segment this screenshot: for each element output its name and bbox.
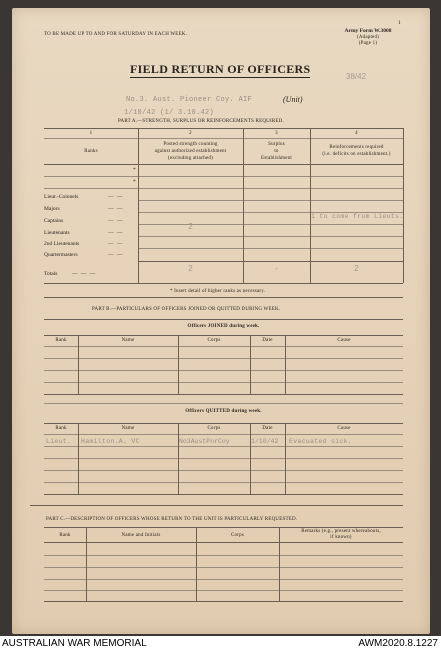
col-header-surplus-2: to bbox=[274, 149, 279, 154]
joined-col-cause: Cause bbox=[337, 338, 351, 343]
joined-col-rank: Rank bbox=[55, 338, 67, 343]
part-c-col-corps: Corps bbox=[231, 533, 244, 538]
form-adapted: (Adapted) bbox=[356, 35, 380, 40]
col-number-1: 1 bbox=[89, 131, 93, 136]
form-number: Army Form W.3008 bbox=[344, 28, 392, 34]
joined-title: Officers JOINED during week. bbox=[187, 324, 260, 329]
rank-2nd-lieutenants: 2nd Lieutenants bbox=[44, 241, 80, 247]
page-corner-number: 1 bbox=[398, 20, 401, 26]
col-number-4: 4 bbox=[355, 131, 358, 136]
pencil-reference: 38/42 bbox=[346, 72, 367, 81]
lieutenants-posted-value: 2 bbox=[188, 222, 193, 231]
part-b-heading: PART B.—PARTICULARS OF OFFICERS JOINED OR QUITTED DURING WEEK. bbox=[92, 307, 281, 312]
part-c-col-rank: Rank bbox=[59, 533, 71, 538]
instruction-text: TO BE MADE UP TO AND FOR SATURDAY IN EACH WEEK. bbox=[44, 32, 188, 37]
col-header-posted-2: against authorized establishment bbox=[154, 149, 227, 154]
date-typed: 1/10/42 (1/ 3.10.42) bbox=[124, 109, 215, 117]
rank-captains: Captains bbox=[44, 218, 64, 224]
page-title: FIELD RETURN OF OFFICERS bbox=[130, 62, 311, 76]
footer-credit: AUSTRALIAN WAR MEMORIAL bbox=[2, 638, 147, 649]
quitted-row-corps: No3AustPnrCoy bbox=[179, 438, 230, 445]
totals-label: Totals bbox=[44, 271, 58, 277]
form-page: (Page 1) bbox=[358, 41, 378, 46]
part-a-heading: PART A.—STRENGTH, SURPLUS OR REINFORCEMENTS REQUIRED. bbox=[118, 119, 284, 124]
footer-accession: AWM2020.8.1227 bbox=[358, 638, 438, 649]
col-header-posted-3: (excluding attached) bbox=[168, 156, 213, 161]
rank-quartermasters: Quartermasters bbox=[44, 252, 78, 258]
rank-majors: Majors bbox=[44, 206, 60, 212]
part-a-footnote: * Insert detail of higher ranks as necessary. bbox=[170, 289, 266, 294]
asterisk-2: * bbox=[133, 179, 136, 185]
quitted-col-cause: Cause bbox=[337, 426, 351, 431]
quitted-row-cause: Evacuated sick. bbox=[289, 438, 353, 445]
joined-col-corps: Corps bbox=[207, 338, 221, 343]
joined-col-name: Name bbox=[121, 338, 135, 343]
col-header-reinf-1: Reinforcements required bbox=[329, 145, 384, 150]
col-header-surplus-3: Establishment bbox=[261, 156, 292, 161]
col-header-surplus-1: Surplus bbox=[268, 142, 285, 147]
totals-posted: 2 bbox=[188, 264, 193, 273]
joined-col-date: Date bbox=[262, 338, 273, 343]
part-c-col-remarks-1: Remarks (e.g., present whereabouts, bbox=[301, 529, 381, 534]
unit-label: (Unit) bbox=[283, 95, 303, 104]
col-number-3: 3 bbox=[275, 131, 278, 136]
col-header-posted-1: Posted strength counting bbox=[163, 142, 218, 147]
part-c-col-remarks-2: if known) bbox=[330, 535, 352, 540]
col-header-ranks: Ranks bbox=[84, 149, 98, 154]
col-number-2: 2 bbox=[189, 131, 192, 136]
quitted-col-rank: Rank bbox=[55, 426, 67, 431]
lieutenants-reinf-note: 1 to come from Lieuts. bbox=[311, 213, 404, 220]
col-header-reinf-2: (i.e. deficits on establishment.) bbox=[322, 152, 391, 157]
quitted-row-rank: Lieut. bbox=[46, 438, 72, 445]
quitted-col-name: Name bbox=[121, 426, 135, 431]
quitted-title: Officers QUITTED during week. bbox=[185, 409, 262, 414]
rank-lieut-colonels: Lieut.-Colonels bbox=[44, 194, 79, 200]
quitted-col-corps: Corps bbox=[207, 426, 221, 431]
totals-surplus: - bbox=[275, 264, 278, 273]
quitted-row-name: Hamilton.A. VC bbox=[81, 438, 140, 445]
part-c-col-name: Name and Initials bbox=[121, 533, 161, 538]
quitted-col-date: Date bbox=[262, 426, 273, 431]
quitted-row-date: 1/10/42 bbox=[251, 438, 279, 445]
totals-reinf: 2 bbox=[354, 264, 359, 273]
rank-lieutenants: Lieutenants bbox=[44, 230, 70, 236]
asterisk-1: * bbox=[133, 167, 136, 173]
part-c-heading: PART C.—DESCRIPTION OF OFFICERS WHOSE RETURN TO THE UNIT IS PARTICULARLY REQUESTED. bbox=[46, 517, 298, 522]
unit-typed: No.3. Aust. Pioneer Coy. AIF bbox=[126, 96, 253, 104]
